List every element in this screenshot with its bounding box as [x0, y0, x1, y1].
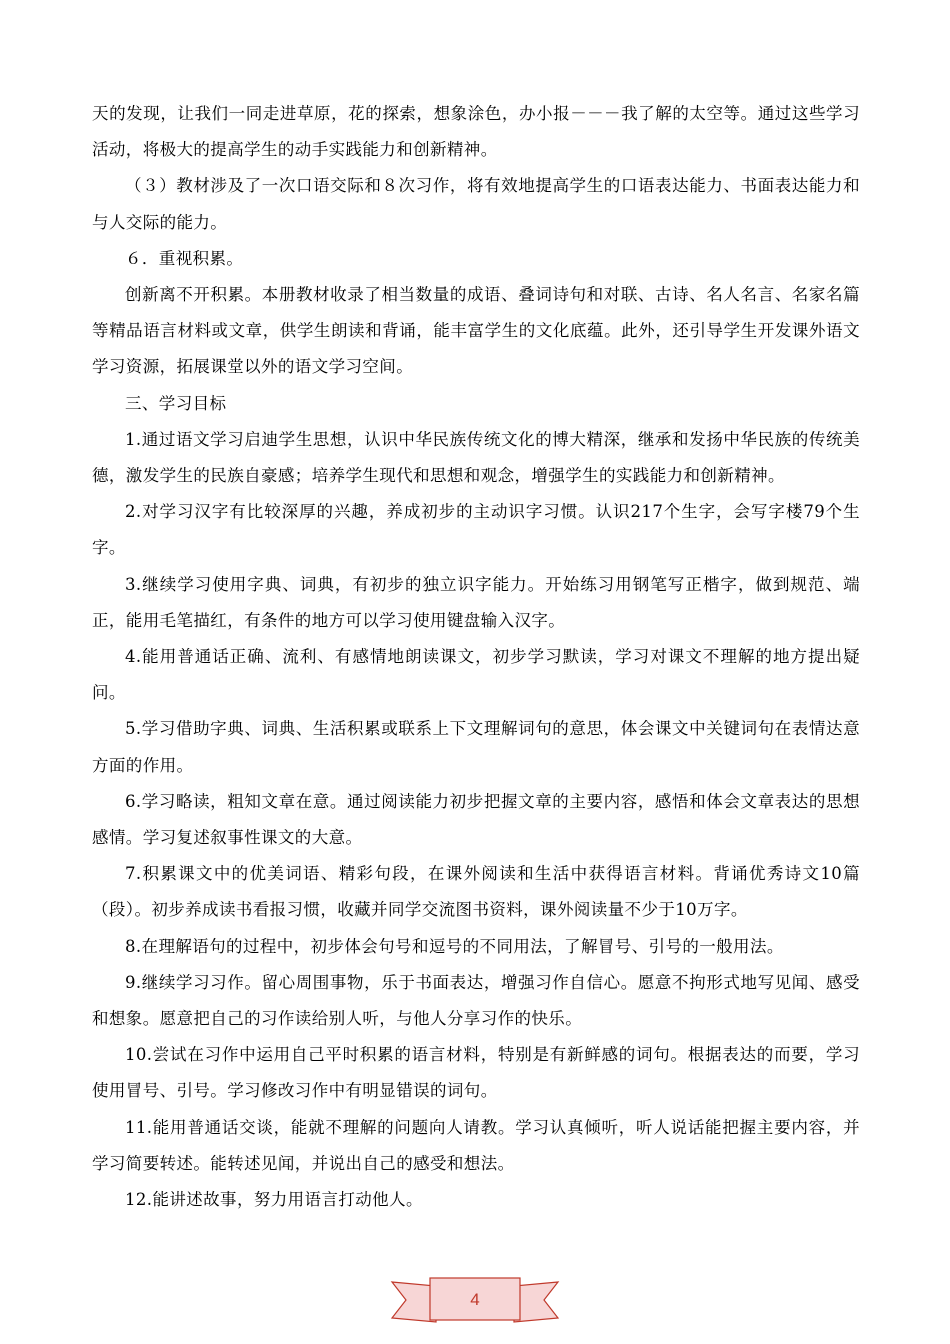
paragraph-item-3: （３）教材涉及了一次口语交际和８次习作，将有效地提高学生的口语表达能力、书面表达能力和与人交际的能力。 [92, 176, 860, 232]
goal-item-8: 8.在理解语句的过程中，初步体会句号和逗号的不同用法，了解冒号、引号的一般用法。 [125, 936, 784, 956]
document-body [92, 96, 860, 1218]
goal-item-10: 10.尝试在习作中运用自己平时积累的语言材料，特别是有新鲜感的词句。根据表达的而要，学习使用冒号、引号。学习修改习作中有明显错误的词句。 [92, 1045, 860, 1101]
goal-item-4: 4.能用普通话正确、流利、有感情地朗读课文，初步学习默读，学习对课文不理解的地方提出疑问。 [92, 647, 860, 703]
goal-item-9: 9.继续学习习作。留心周围事物，乐于书面表达，增强习作自信心。愿意不拘形式地写见闻、感受和想象。愿意把自己的习作读给别人听，与他人分享习作的快乐。 [92, 972, 860, 1029]
page-footer [390, 1272, 560, 1328]
section-heading-accumulation: ６．重视积累。 [125, 248, 244, 268]
goal-item-1: 1.通过语文学习启迪学生思想，认识中华民族传统文化的博大精深，继承和发扬中华民族的传统美德，激发学生的民族自豪感；培养学生现代和思想和观念，增强学生的实践能力和创新精神。 [92, 429, 860, 486]
goal-item-5: 5.学习借助字典、词典、生活积累或联系上下文理解词句的意思，体会课文中关键词句在表情达意方面的作用。 [92, 719, 860, 775]
page-number: 4 [470, 1290, 480, 1309]
section-heading-goals: 三、学习目标 [125, 393, 227, 413]
paragraph-continuation: 天的发现，让我们一同走进草原，花的探索，想象涂色，办小报－－－我了解的太空等。通过这些学习活动，将极大的提高学生的动手实践能力和创新精神。 [92, 104, 860, 160]
paragraph-accumulation: 创新离不开积累。本册教材收录了相当数量的成语、叠词诗句和对联、古诗、名人名言、名家名篇等精品语言材料或文章，供学生朗读和背诵，能丰富学生的文化底蕴。此外，还引导学生开发课外语文学习资源，拓展课堂以外的语文学习空间。 [92, 285, 860, 377]
goal-item-7: 7.积累课文中的优美词语、精彩句段，在课外阅读和生活中获得语言材料。背诵优秀诗文10篇（段）。初步养成读书看报习惯，收藏并同学交流图书资料，课外阅读量不少于10万字。 [92, 864, 860, 920]
goal-item-11: 11.能用普通话交谈，能就不理解的问题向人请教。学习认真倾听，听人说话能把握主要内容，并学习简要转述。能转述见闻，并说出自己的感受和想法。 [92, 1117, 860, 1173]
goal-item-2: 2.对学习汉字有比较深厚的兴趣，养成初步的主动识字习惯。认识217个生字，会写字楼79个生字。 [92, 502, 860, 558]
goal-item-3: 3.继续学习使用字典、词典，有初步的独立识字能力。开始练习用钢笔写正楷字，做到规范、端正，能用毛笔描红，有条件的地方可以学习使用键盘输入汉字。 [92, 574, 860, 630]
goal-item-6: 6.学习略读，粗知文章在意。通过阅读能力初步把握文章的主要内容，感悟和体会文章表达的思想感情。学习复述叙事性课文的大意。 [92, 791, 860, 848]
goal-item-12: 12.能讲述故事，努力用语言打动他人。 [125, 1190, 423, 1210]
